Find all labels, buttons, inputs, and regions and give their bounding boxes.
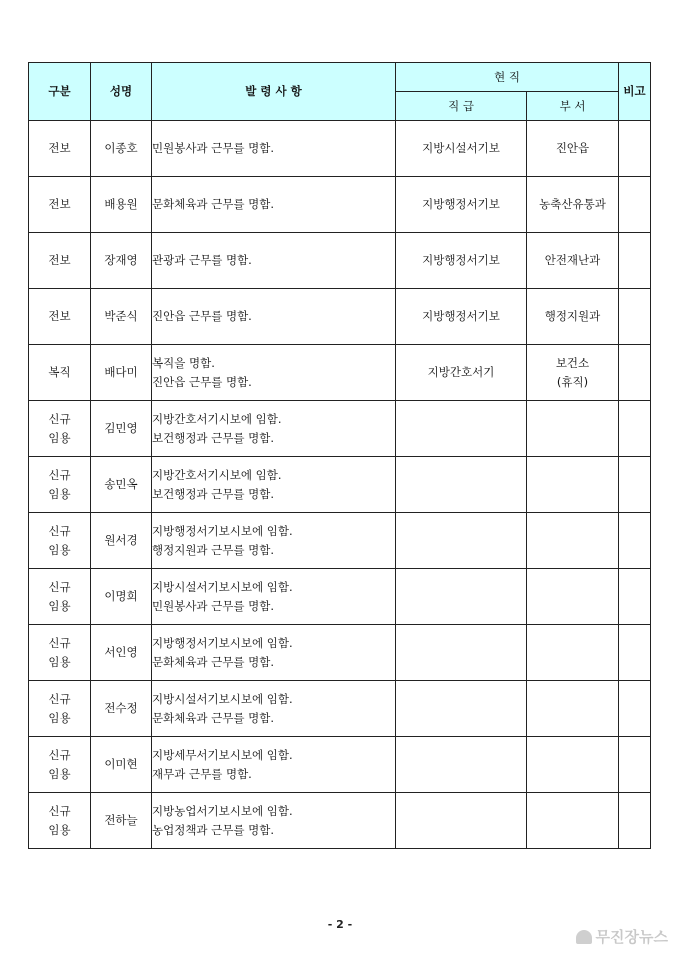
department-cell bbox=[527, 737, 619, 793]
action-cell-line: 지방세무서기보시보에 임함. bbox=[152, 747, 293, 762]
department-cell bbox=[527, 457, 619, 513]
action-cell bbox=[152, 457, 396, 513]
department-cell bbox=[527, 681, 619, 737]
header-action: 발 령 사 항 bbox=[152, 63, 396, 121]
header-remarks: 비고 bbox=[619, 63, 651, 121]
table-row bbox=[29, 289, 651, 345]
action-cell-line: 행정지원과 근무를 명함. bbox=[152, 542, 275, 557]
category-cell bbox=[29, 681, 91, 737]
action-cell-line: 재무과 근무를 명함. bbox=[152, 766, 252, 781]
remarks-cell bbox=[619, 625, 651, 681]
department-cell bbox=[527, 121, 619, 177]
action-cell bbox=[152, 569, 396, 625]
department-cell-line: 안전재난과 bbox=[544, 253, 601, 267]
table-row bbox=[29, 345, 651, 401]
action-cell bbox=[152, 233, 396, 289]
remarks-cell bbox=[619, 457, 651, 513]
department-cell-line: 진안읍 bbox=[555, 141, 590, 155]
name-cell: 송민옥 bbox=[91, 457, 152, 513]
rank-cell: 지방행정서기보 bbox=[396, 177, 527, 233]
category-cell bbox=[29, 569, 91, 625]
action-cell bbox=[152, 401, 396, 457]
department-cell bbox=[527, 569, 619, 625]
category-cell bbox=[29, 401, 91, 457]
action-cell-line: 문화체육과 근무를 명함. bbox=[152, 654, 275, 669]
category-cell bbox=[29, 737, 91, 793]
table-row bbox=[29, 625, 651, 681]
category-cell bbox=[29, 177, 91, 233]
remarks-cell bbox=[619, 289, 651, 345]
action-cell-line: 문화체육과 근무를 명함. bbox=[152, 710, 275, 725]
category-cell-line: 전보 bbox=[48, 309, 71, 323]
action-cell bbox=[152, 625, 396, 681]
category-cell-line: 임용 bbox=[48, 822, 71, 837]
rank-cell bbox=[396, 625, 527, 681]
table-row bbox=[29, 121, 651, 177]
action-cell bbox=[152, 793, 396, 849]
action-cell-line: 지방시설서기보시보에 임함. bbox=[152, 691, 293, 706]
name-cell: 이미현 bbox=[91, 737, 152, 793]
table-row bbox=[29, 737, 651, 793]
header-row-top bbox=[29, 63, 651, 92]
action-cell-line: 보건행정과 근무를 명함. bbox=[152, 486, 275, 501]
remarks-cell bbox=[619, 737, 651, 793]
action-cell bbox=[152, 513, 396, 569]
category-cell-line: 임용 bbox=[48, 598, 71, 613]
name-cell: 배용원 bbox=[91, 177, 152, 233]
department-cell-line: 농축산유통과 bbox=[539, 197, 606, 211]
action-cell bbox=[152, 289, 396, 345]
rank-cell: 지방행정서기보 bbox=[396, 289, 527, 345]
category-cell-line: 전보 bbox=[48, 197, 71, 211]
rank-cell: 지방간호서기 bbox=[396, 345, 527, 401]
category-cell-line: 임용 bbox=[48, 486, 71, 501]
page-number: - 2 - bbox=[327, 918, 353, 931]
category-cell-line: 임용 bbox=[48, 430, 71, 445]
name-cell: 장재영 bbox=[91, 233, 152, 289]
header-rank: 직 급 bbox=[396, 92, 527, 121]
action-cell bbox=[152, 345, 396, 401]
category-cell-line: 신규 bbox=[48, 747, 71, 762]
category-cell-line: 전보 bbox=[48, 141, 71, 155]
name-cell: 김민영 bbox=[91, 401, 152, 457]
department-cell bbox=[527, 233, 619, 289]
header-department: 부 서 bbox=[527, 92, 619, 121]
action-cell-line: 민원봉사과 근무를 명함. bbox=[152, 141, 275, 155]
header-name: 성명 bbox=[91, 63, 152, 121]
department-cell bbox=[527, 513, 619, 569]
table-row bbox=[29, 401, 651, 457]
remarks-cell bbox=[619, 513, 651, 569]
rank-cell: 지방시설서기보 bbox=[396, 121, 527, 177]
action-cell bbox=[152, 121, 396, 177]
department-cell bbox=[527, 401, 619, 457]
department-cell-line: (휴직) bbox=[556, 374, 589, 389]
department-cell bbox=[527, 345, 619, 401]
watermark-text: 무진장뉴스 bbox=[595, 928, 668, 946]
action-cell-line: 농업정책과 근무를 명함. bbox=[152, 822, 275, 837]
category-cell-line: 신규 bbox=[48, 467, 71, 482]
action-cell bbox=[152, 681, 396, 737]
rank-cell bbox=[396, 401, 527, 457]
mountain-logo-icon bbox=[576, 930, 592, 944]
rank-cell bbox=[396, 569, 527, 625]
name-cell: 배다미 bbox=[91, 345, 152, 401]
department-cell bbox=[527, 177, 619, 233]
table-row bbox=[29, 793, 651, 849]
action-cell-line: 진안읍 근무를 명함. bbox=[152, 309, 252, 323]
category-cell bbox=[29, 345, 91, 401]
remarks-cell bbox=[619, 233, 651, 289]
category-cell-line: 신규 bbox=[48, 523, 71, 538]
name-cell: 이명희 bbox=[91, 569, 152, 625]
table-row bbox=[29, 681, 651, 737]
category-cell bbox=[29, 121, 91, 177]
category-cell-line: 임용 bbox=[48, 542, 71, 557]
department-cell-line: 행정지원과 bbox=[544, 309, 601, 323]
header-category: 구분 bbox=[29, 63, 91, 121]
name-cell: 전수정 bbox=[91, 681, 152, 737]
category-cell bbox=[29, 289, 91, 345]
action-cell-line: 지방행정서기보시보에 임함. bbox=[152, 523, 293, 538]
action-cell-line: 지방행정서기보시보에 임함. bbox=[152, 635, 293, 650]
action-cell-line: 지방시설서기보시보에 임함. bbox=[152, 579, 293, 594]
name-cell: 원서경 bbox=[91, 513, 152, 569]
action-cell-line: 민원봉사과 근무를 명함. bbox=[152, 598, 275, 613]
action-cell-line: 지방간호서기시보에 임함. bbox=[152, 411, 282, 426]
category-cell-line: 신규 bbox=[48, 691, 71, 706]
header-current-position: 현 직 bbox=[396, 63, 619, 92]
action-cell bbox=[152, 177, 396, 233]
table-row bbox=[29, 457, 651, 513]
personnel-table bbox=[28, 62, 651, 849]
remarks-cell bbox=[619, 121, 651, 177]
name-cell: 서인영 bbox=[91, 625, 152, 681]
category-cell bbox=[29, 233, 91, 289]
action-cell-line: 문화체육과 근무를 명함. bbox=[152, 197, 275, 211]
action-cell-line: 지방간호서기시보에 임함. bbox=[152, 467, 282, 482]
department-cell bbox=[527, 625, 619, 681]
category-cell bbox=[29, 457, 91, 513]
department-cell bbox=[527, 793, 619, 849]
rank-cell bbox=[396, 513, 527, 569]
rank-cell bbox=[396, 681, 527, 737]
remarks-cell bbox=[619, 177, 651, 233]
name-cell: 전하늘 bbox=[91, 793, 152, 849]
table-row bbox=[29, 233, 651, 289]
rank-cell bbox=[396, 793, 527, 849]
category-cell bbox=[29, 793, 91, 849]
category-cell-line: 신규 bbox=[48, 635, 71, 650]
name-cell: 이종호 bbox=[91, 121, 152, 177]
remarks-cell bbox=[619, 401, 651, 457]
table-row bbox=[29, 177, 651, 233]
category-cell-line: 전보 bbox=[48, 253, 71, 267]
remarks-cell bbox=[619, 345, 651, 401]
rank-cell bbox=[396, 737, 527, 793]
category-cell-line: 신규 bbox=[48, 411, 71, 426]
department-cell bbox=[527, 289, 619, 345]
category-cell-line: 신규 bbox=[48, 803, 71, 818]
table-row bbox=[29, 513, 651, 569]
watermark bbox=[576, 926, 668, 947]
table-body bbox=[29, 121, 651, 849]
remarks-cell bbox=[619, 569, 651, 625]
action-cell bbox=[152, 737, 396, 793]
rank-cell bbox=[396, 457, 527, 513]
action-cell-line: 보건행정과 근무를 명함. bbox=[152, 430, 275, 445]
action-cell-line: 복직을 명함. bbox=[152, 355, 215, 370]
rank-cell: 지방행정서기보 bbox=[396, 233, 527, 289]
action-cell-line: 관광과 근무를 명함. bbox=[152, 253, 252, 267]
category-cell-line: 복직 bbox=[48, 365, 71, 379]
table-row bbox=[29, 569, 651, 625]
department-cell-line: 보건소 bbox=[555, 355, 590, 370]
name-cell: 박준식 bbox=[91, 289, 152, 345]
category-cell bbox=[29, 513, 91, 569]
category-cell-line: 임용 bbox=[48, 654, 71, 669]
category-cell-line: 신규 bbox=[48, 579, 71, 594]
remarks-cell bbox=[619, 793, 651, 849]
action-cell-line: 진안읍 근무를 명함. bbox=[152, 374, 252, 389]
remarks-cell bbox=[619, 681, 651, 737]
category-cell-line: 임용 bbox=[48, 766, 71, 781]
category-cell bbox=[29, 625, 91, 681]
category-cell-line: 임용 bbox=[48, 710, 71, 725]
action-cell-line: 지방농업서기보시보에 임함. bbox=[152, 803, 293, 818]
